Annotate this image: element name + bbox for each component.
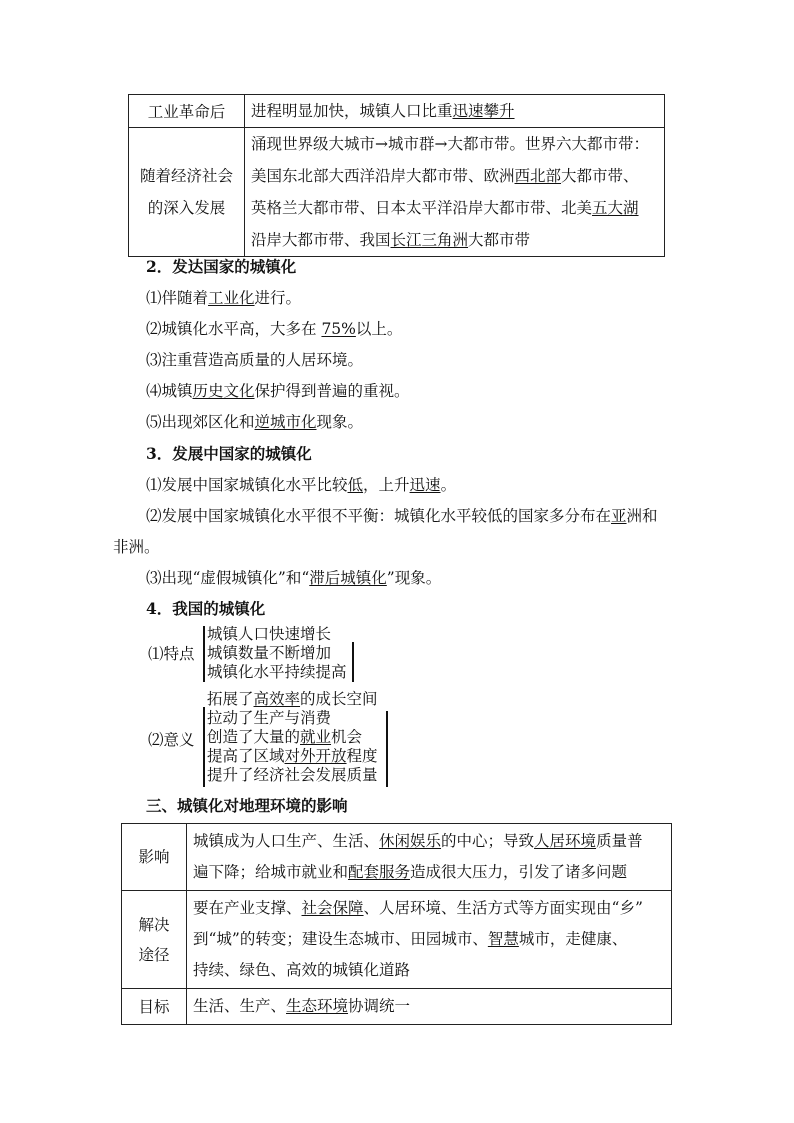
underlined-text: 亚 (611, 507, 627, 525)
text-line (193, 924, 665, 955)
list-item-continuation (113, 536, 160, 558)
underlined-text: 迅速攀升 (452, 102, 515, 120)
underlined-text: 休闲娱乐 (379, 832, 442, 850)
text-line (251, 224, 660, 256)
text-segment: 、人居环境、生活方式等方面实现由“乡” (363, 899, 643, 917)
text-segment: ⑵城镇化水平高，大多在 (146, 320, 322, 338)
text-segment: 非洲。 (113, 538, 160, 556)
list-item (146, 380, 410, 402)
text-line (251, 128, 660, 160)
underlined-text: 生态环境 (286, 997, 349, 1015)
row-label (122, 891, 187, 989)
text-segment: 生活、生产、 (193, 997, 287, 1015)
text-segment: 提高了区域 (207, 747, 285, 765)
row-content (187, 989, 672, 1025)
underlined-text: 滞后城镇化 (309, 569, 387, 587)
text-segment: 城镇数量不断增加 (207, 644, 332, 662)
text-segment: 大都市带 (468, 231, 531, 249)
section-heading: 3．发展中国家的城镇化 (146, 444, 312, 463)
text-segment: 现象。 (316, 413, 364, 431)
list-item (146, 318, 402, 340)
text-segment: ，上升 (363, 476, 410, 494)
label-line: 影响 (138, 848, 170, 866)
stage-description (245, 95, 665, 128)
text-segment: 创造了大量的 (207, 728, 301, 746)
list-item (207, 644, 347, 663)
text-segment: ⑵发展中国家城镇化水平很不平衡：城镇化水平较低的国家多分布在 (146, 507, 612, 525)
stage-label (129, 128, 245, 257)
underlined-text: 五大湖 (592, 199, 639, 217)
list-item (146, 474, 456, 496)
list-item (146, 287, 301, 309)
text-segment: 进行。 (254, 289, 302, 307)
text-segment: 造成很大压力，引发了诸多问题 (410, 863, 628, 881)
text-segment: 持续、绿色、高效的城镇化道路 (193, 961, 411, 979)
label-line: 解决 (138, 915, 170, 934)
text-segment: 到“城”的转变；建设生态城市、田园城市、 (193, 930, 488, 948)
text-segment: 城市，走健康、 (518, 930, 628, 948)
left-brace (203, 626, 205, 682)
text-segment: 要在产业支撑、 (193, 899, 302, 917)
text-segment: ⑷城镇 (146, 382, 193, 400)
text-segment: 以上。 (355, 320, 403, 338)
text-line (193, 826, 665, 857)
list-item (146, 505, 658, 527)
list-item (146, 567, 441, 589)
text-segment: 城镇人口快速增长 (207, 625, 332, 643)
text-segment: 的中心；导致 (441, 832, 535, 850)
stage-label (129, 95, 245, 128)
underlined-text: 对外开放 (284, 747, 347, 765)
text-line (251, 192, 660, 224)
significance-label: ⑵意义 (148, 731, 195, 749)
underlined-text: 人居环境 (534, 832, 597, 850)
stage-description (245, 128, 665, 257)
text-segment: 程度 (346, 747, 378, 765)
section-heading: 4．我国的城镇化 (146, 599, 266, 618)
underlined-text: 高效率 (253, 690, 301, 708)
table-row (129, 95, 665, 128)
list-item (146, 349, 363, 371)
text-segment: 城镇成为人口生产、生活、 (193, 832, 380, 850)
text-segment: ”现象。 (386, 569, 442, 587)
text-segment: 进程明显加快，城镇人口比重 (251, 102, 453, 120)
list-item (207, 663, 347, 682)
text-segment: 机会 (331, 728, 363, 746)
underlined-text: 75% (321, 320, 356, 338)
list-item (207, 625, 347, 644)
text-segment: 洲和 (626, 507, 658, 525)
text-segment: 质量普 (596, 832, 643, 850)
row-label (122, 824, 187, 891)
label-line: 随着经济社会 (139, 167, 233, 185)
left-brace (203, 707, 205, 787)
list-item (207, 747, 378, 766)
row-content (187, 891, 672, 989)
table-row (129, 128, 665, 257)
text-segment: 拓展了 (207, 690, 254, 708)
underlined-text: 社会保障 (301, 899, 364, 917)
text-line (251, 160, 660, 192)
underlined-text: 工业化 (208, 289, 255, 307)
table-row (122, 891, 672, 989)
significance-list (207, 690, 378, 785)
list-item (207, 709, 378, 728)
underlined-text: 就业 (300, 728, 332, 746)
text-segment: ⑴伴随着 (146, 289, 209, 307)
text-segment: ⑴发展中国家城镇化水平比较 (146, 476, 348, 494)
underlined-text: 迅速 (409, 476, 441, 494)
underlined-text: 逆城市化 (254, 413, 317, 431)
text-line (193, 857, 665, 888)
row-label (122, 989, 187, 1025)
list-item (207, 690, 378, 709)
underlined-text: 智慧 (487, 930, 519, 948)
text-segment: ⑶出现“虚假城镇化”和“ (146, 569, 310, 587)
table-row (122, 824, 672, 891)
text-segment: 城镇化水平持续提高 (207, 663, 347, 681)
underlined-text: 配套服务 (348, 863, 411, 881)
text-segment: 美国东北部大西洋沿岸大都市带、欧洲 (251, 167, 515, 185)
list-item (207, 766, 378, 785)
list-item (207, 728, 378, 747)
label-line: 的深入发展 (147, 199, 226, 217)
text-segment: 沿岸大都市带、我国 (251, 231, 391, 249)
underlined-text: 西北部 (514, 167, 562, 185)
text-segment: ⑶注重营造高质量的人居环境。 (146, 351, 364, 369)
text-segment: 英格兰大都市带、日本太平洋沿岸大都市带、北美 (251, 199, 593, 217)
text-segment: 遍下降；给城市就业和 (193, 863, 349, 881)
label-line: 工业革命后 (147, 103, 226, 121)
text-segment: 涌现世界级大城市→城市群→大都市带。世界六大都市带： (251, 135, 649, 153)
features-list (207, 625, 347, 682)
right-brace (352, 642, 354, 682)
features-label: ⑴特点 (148, 645, 195, 663)
underlined-text: 长江三角洲 (390, 231, 469, 249)
label-line: 目标 (138, 997, 170, 1016)
text-line (193, 955, 665, 986)
label-line: 途径 (138, 945, 170, 964)
underlined-text: 历史文化 (192, 382, 255, 400)
table-row (122, 989, 672, 1025)
text-line (193, 893, 665, 924)
text-segment: ⑸出现郊区化和 (146, 413, 255, 431)
text-segment: 保护得到普遍的重视。 (254, 382, 410, 400)
text-segment: 的成长空间 (300, 690, 378, 708)
text-segment: 。 (440, 476, 457, 494)
underlined-text: 低 (347, 476, 364, 494)
row-content (187, 824, 672, 891)
impact-table (121, 823, 672, 1025)
text-segment: 提升了经济社会发展质量 (207, 766, 378, 784)
text-line (193, 991, 665, 1022)
section-heading: 2．发达国家的城镇化 (146, 257, 297, 276)
text-segment: 拉动了生产与消费 (207, 709, 332, 727)
text-line (251, 95, 660, 127)
text-segment: 大都市带、 (561, 167, 639, 185)
text-segment: 协调统一 (348, 997, 411, 1015)
urbanization-stages-table (128, 94, 665, 257)
section-heading: 三、城镇化对地理环境的影响 (146, 796, 348, 815)
list-item (146, 411, 363, 433)
right-brace (386, 711, 388, 787)
